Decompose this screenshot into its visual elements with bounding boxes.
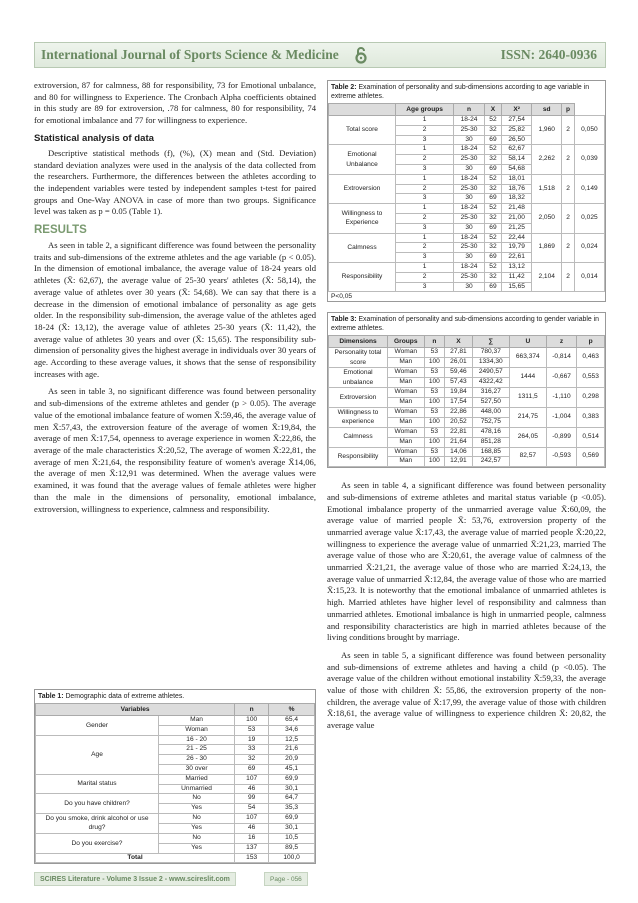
table-cell: 32 (484, 243, 501, 253)
table-row (329, 262, 605, 272)
table-cell: 52 (484, 233, 501, 243)
table-cell: 69 (484, 282, 501, 292)
table-cell-sd: 2 (562, 145, 575, 174)
table-cell-z: -0,667 (546, 368, 576, 388)
table-cell: 52 (484, 204, 501, 214)
table-cell: 18-24 (454, 204, 485, 214)
table-cell-x2: 2,104 (532, 262, 562, 291)
table-row (329, 116, 605, 126)
paragraph-results-gender: As seen in table 3, no significant difference was found between personality and sub-dimensions of the extreme athletes and gender (p > 0.05). The average value of the emotional imbalance feature of women X̄:59,46, the average value of men X̄:57,43, the extroversion feature of the average of women X̄:19,84, the average of men X̄:17,54, openness to average experience in women X̄:22,86, the average of the male characteristics X̄:20,52, The average of women X̄:22,81, the average of men X̄:21,64, the responsibility feature of women's average X̄14,06, the average of men X̄:12,91 was determined. When the average values were examined, it was found that the average values of female athletes were higher than the male in the dimensions of personality, emotional imbalance, extroversion, willingness to experience, calmness and responsibility. (34, 386, 316, 514)
table-cell: 30 (454, 194, 485, 204)
table-cell: 64,7 (269, 794, 315, 804)
table-header-cell: Variables (36, 704, 235, 716)
table-cell: 32 (484, 155, 501, 165)
table-cell-z: -1,004 (546, 407, 576, 427)
table-cell: 10,5 (269, 833, 315, 843)
table-cell: No (159, 813, 235, 823)
table-cell: 69 (235, 764, 269, 774)
table-cell: 69,9 (269, 774, 315, 784)
table-1-caption: Table 1: Demographic data of extreme athletes. (38, 693, 185, 700)
table-cell-p: 0,050 (574, 116, 604, 145)
table-cell: 21,48 (502, 204, 532, 214)
table-row (329, 145, 605, 155)
table-header-cell: X (484, 104, 501, 116)
table-cell: 2 (396, 184, 454, 194)
table-cell: 32 (484, 184, 501, 194)
table-cell: 25-30 (454, 155, 485, 165)
table-cell: 62,67 (502, 145, 532, 155)
table-cell-p: 0,463 (577, 348, 605, 368)
table-cell-u: 264,05 (509, 427, 546, 447)
table-cell: 2490,57 (472, 368, 509, 378)
table-cell: 30 (454, 282, 485, 292)
paragraph-results-marital: As seen in table 4, a significant difference was found between personality and sub-dimensions of extreme athletes and marital status variable (p <0.05). Emotional imbalance property of the unmarried average value X̄:60,09, the average value of married people X̄: 53,76, extroversion property of the unmarried average value X̄:17,43, the average value of married people X̄:20,22, willingness to experience the average value of unmarried X̄:21,23, married The average value of those who are X̄:20,61, the average value of calmness of the unmarried X̄:21,21, the average value of those who are married X̄:24,13, the average value of unmarried X̄:12,84, the average value of those who are married X̄:15,23. It is noteworthy that the emotional imbalance of unmarried athletes is high. Married athletes have higher level of responsibility and calmness than unmarried athletes. Emotional imbalance is high in unmarried people, calmness and responsibility characteristics are high in married athletes because of the living conditions brought by marriage. (327, 480, 606, 643)
table-header-cell: Dimensions (329, 336, 388, 348)
table-cell: 53 (424, 388, 445, 398)
table-cell: 100 (424, 358, 445, 368)
table-cell: Woman (159, 725, 235, 735)
table-cell-p: 0,024 (574, 233, 604, 262)
table-cell: 69 (484, 223, 501, 233)
table-header-cell: p (562, 104, 575, 116)
table-cell: 30 (454, 135, 485, 145)
table-cell: 54 (235, 804, 269, 814)
table-cell: 25-30 (454, 125, 485, 135)
table-cell: 26,01 (445, 358, 473, 368)
table-cell-u: 82,57 (509, 447, 546, 467)
table-2 (327, 80, 606, 302)
table-cell: 25-30 (454, 184, 485, 194)
row-group-label: Emotional unbalance (329, 368, 388, 388)
table-cell: Woman (388, 447, 425, 457)
table-cell-p: 0,298 (577, 388, 605, 408)
table-cell: 99 (235, 794, 269, 804)
table-row (36, 735, 315, 745)
table-cell: 58,14 (502, 155, 532, 165)
open-access-icon (355, 45, 367, 65)
table-cell: 35,3 (269, 804, 315, 814)
table-cell: 3 (396, 135, 454, 145)
table-row (329, 233, 605, 243)
table-cell: 100,0 (269, 853, 315, 863)
table-3-caption: Table 3: Examination of personality and sub-dimensions according to gender variable in extreme athletes. (331, 316, 599, 333)
table-header-cell: Groups (388, 336, 425, 348)
table-cell: 32 (484, 125, 501, 135)
left-column (34, 80, 316, 521)
table-cell: 2 (396, 213, 454, 223)
table-cell: 52 (484, 174, 501, 184)
table-cell: 137 (235, 843, 269, 853)
table-cell-p: 0,014 (574, 262, 604, 291)
table-2-caption: Table 2: Examination of personality and sub-dimensions according to age variable in extreme athletes. (331, 84, 590, 100)
table-cell: 26,50 (502, 135, 532, 145)
table-cell: 22,61 (502, 253, 532, 263)
table-cell: 13,12 (502, 262, 532, 272)
row-group-label: Emotional Unbalance (329, 145, 396, 174)
table-row (329, 174, 605, 184)
table-cell-u: 1444 (509, 368, 546, 388)
heading-statistical-analysis: Statistical analysis of data (34, 132, 154, 144)
table-cell: 30 (454, 253, 485, 263)
table-row (329, 348, 605, 358)
table-cell: 2 (396, 125, 454, 135)
table-header-cell: X (445, 336, 473, 348)
table-3-grid (328, 335, 605, 467)
table-cell-sd: 2 (562, 262, 575, 291)
table-cell: Woman (388, 388, 425, 398)
table-cell: 100 (424, 437, 445, 447)
paragraph-statistics: Descriptive statistical methods (f), (%), (X) mean and (Std. Deviation) standard deviation analyzes were used in the analysis of the data collected from the researchers. Furthermore, the differences between the athletes according to the independent variables were tested by independent samples t-test for paired groups and One-Way ANOVA in case of more than two groups. Significance level was taken as p = 0.05 (Table 1). (34, 147, 316, 217)
table-cell: 69 (484, 135, 501, 145)
table-cell: 2 (396, 155, 454, 165)
issn-label: ISSN: 2640-0936 (500, 47, 597, 62)
table-cell: 22,86 (445, 407, 473, 417)
table-cell: Yes (159, 823, 235, 833)
table-cell: No (159, 794, 235, 804)
table-cell: 22,44 (502, 233, 532, 243)
row-group-label: Willingness to Experience (329, 204, 396, 233)
table-cell: Man (388, 378, 425, 388)
table-cell: 12,5 (269, 735, 315, 745)
table-header-cell: z (546, 336, 576, 348)
table-cell-z: -0,814 (546, 348, 576, 368)
table-cell: 46 (235, 823, 269, 833)
table-cell: 25-30 (454, 213, 485, 223)
table-cell: 752,75 (472, 417, 509, 427)
table-header-cell: n (454, 104, 485, 116)
table-header-cell (329, 104, 396, 116)
row-group-label: Responsibility (329, 447, 388, 467)
table-cell: 53 (424, 348, 445, 358)
table-cell: 100 (235, 716, 269, 726)
table-cell: Woman (388, 348, 425, 358)
table-cell: 89,5 (269, 843, 315, 853)
table-cell: 18-24 (454, 174, 485, 184)
table-row (329, 204, 605, 214)
table-cell: 25-30 (454, 243, 485, 253)
table-cell-p: 0,569 (577, 447, 605, 467)
table-cell: 1334,30 (472, 358, 509, 368)
table-cell: 34,6 (269, 725, 315, 735)
journal-title: International Journal of Sports Science & Medicine (41, 47, 339, 62)
table-cell: 3 (396, 282, 454, 292)
table-cell: 21 - 25 (159, 745, 235, 755)
table-cell-x2: 2,050 (532, 204, 562, 233)
table-row (36, 774, 315, 784)
table-row (329, 447, 605, 457)
table-cell: 18,76 (502, 184, 532, 194)
table-cell: 18-24 (454, 145, 485, 155)
footer-page-number: Page - 056 (264, 872, 308, 886)
table-row (36, 833, 315, 843)
table-cell: 25,82 (502, 125, 532, 135)
table-cell-p: 0,025 (574, 204, 604, 233)
table-cell: 12,91 (445, 457, 473, 467)
table-cell: 18,01 (502, 174, 532, 184)
table-cell: 17,54 (445, 398, 473, 408)
table-cell: 30 over (159, 764, 235, 774)
row-group-label: Calmness (329, 427, 388, 447)
table-cell: 22,81 (445, 427, 473, 437)
table-cell: 57,43 (445, 378, 473, 388)
table-cell: 2 (396, 243, 454, 253)
table-cell: 30,1 (269, 823, 315, 833)
table-cell-x2: 1,518 (532, 174, 562, 203)
table-cell-sd: 2 (562, 204, 575, 233)
table-header-cell: n (424, 336, 445, 348)
table-header-cell: n (235, 704, 269, 716)
table-row (329, 407, 605, 417)
table-header-cell: ∑ (472, 336, 509, 348)
table-cell: 1 (396, 174, 454, 184)
table-cell: 52 (484, 116, 501, 126)
table-cell: 59,46 (445, 368, 473, 378)
table-cell-sd: 2 (562, 233, 575, 262)
table-cell: 30,1 (269, 784, 315, 794)
row-group-label: Extroversion (329, 388, 388, 408)
table-cell: 69 (484, 194, 501, 204)
table-cell: 53 (235, 725, 269, 735)
table-cell: Man (388, 358, 425, 368)
table-cell: 1 (396, 116, 454, 126)
row-group-label: Do you exercise? (36, 833, 159, 853)
table-cell: Yes (159, 843, 235, 853)
table-cell: 2 (396, 272, 454, 282)
table-cell: 3 (396, 164, 454, 174)
table-cell: 100 (424, 398, 445, 408)
row-group-label: Gender (36, 716, 159, 736)
table-cell: 16 - 20 (159, 735, 235, 745)
table-cell: Yes (159, 804, 235, 814)
table-cell: 30 (454, 223, 485, 233)
row-group-label: Do you have children? (36, 794, 159, 814)
table-cell-z: -0,593 (546, 447, 576, 467)
right-column (327, 80, 606, 738)
table-cell: 448,00 (472, 407, 509, 417)
table-total-label: Total (36, 853, 235, 863)
table-cell: 14,06 (445, 447, 473, 457)
table-cell: 18,32 (502, 194, 532, 204)
table-cell-x2: 1,960 (532, 116, 562, 145)
table-cell: 1 (396, 262, 454, 272)
table-cell: 21,00 (502, 213, 532, 223)
heading-results: RESULTS (34, 224, 87, 237)
table-cell: 53 (424, 368, 445, 378)
table-cell: 27,54 (502, 116, 532, 126)
table-cell: 27,81 (445, 348, 473, 358)
row-group-label: Age (36, 735, 159, 774)
table-cell: 16 (235, 833, 269, 843)
table-cell: 100 (424, 417, 445, 427)
table-cell: Unmarried (159, 784, 235, 794)
table-header-cell: U (509, 336, 546, 348)
row-group-label: Willingness to experience (329, 407, 388, 427)
table-cell: 69 (484, 253, 501, 263)
table-cell-z: -0,899 (546, 427, 576, 447)
row-group-label: Calmness (329, 233, 396, 262)
table-cell-p: 0,514 (577, 427, 605, 447)
table-cell: 3 (396, 223, 454, 233)
table-cell: Woman (388, 368, 425, 378)
table-header-cell: sd (532, 104, 562, 116)
table-cell: 168,85 (472, 447, 509, 457)
table-cell-p: 0,039 (574, 145, 604, 174)
table-cell: 780,37 (472, 348, 509, 358)
table-cell: Woman (388, 427, 425, 437)
table-cell: 19,84 (445, 388, 473, 398)
table-cell: Man (159, 716, 235, 726)
table-cell: 15,65 (502, 282, 532, 292)
table-cell: 1 (396, 204, 454, 214)
table-cell: Man (388, 437, 425, 447)
table-1 (34, 689, 316, 864)
table-1-grid (35, 703, 315, 863)
paragraph-results-children: As seen in table 5, a significant difference was found between personality and sub-dimensions of extreme athletes and having a child (p <0.05). The average value of the children without emotional instability X̄:59,33, the average value of those with children X̄: 55,86, the extroversion property of the non-children, the average value of X̄:17,99, the average value of those with children X̄:18,61, the average value of willingness to experience children X̄: 20,82, the average value (327, 649, 606, 731)
table-2-note: P<0,05 (331, 293, 353, 301)
table-cell: 21,6 (269, 745, 315, 755)
table-cell: 20,52 (445, 417, 473, 427)
table-cell: Man (388, 457, 425, 467)
table-cell-z: -1,110 (546, 388, 576, 408)
table-cell-u: 663,374 (509, 348, 546, 368)
table-cell-p: 0,383 (577, 407, 605, 427)
table-row (329, 368, 605, 378)
table-cell-sd: 2 (562, 174, 575, 203)
row-group-label: Do you smoke, drink alcohol or use drug? (36, 813, 159, 833)
table-cell: 25-30 (454, 272, 485, 282)
table-cell: 33 (235, 745, 269, 755)
table-cell: 21,25 (502, 223, 532, 233)
table-2-grid (328, 103, 605, 292)
table-cell-u: 214,75 (509, 407, 546, 427)
paragraph-results-age: As seen in table 2, a significant difference was found between the personality traits and sub-dimensions of the extreme athletes and the age variable (p < 0.05). In the dimension of emotional imbalance, the average value of 18-24 years old athletes (X̄: 62,67), the average value of 25-30 years' athletes (X̄: 58,14), the average value of athletes over 30 years (X̄: 54,68). We can say that there is a decrease in the dimension of emotional imbalance of personality as age gets older. In the responsibility sub-dimension, the average value of the athletes aged 18-24 (X̄: 13,12), the average value of athletes 25-30 years (X̄: 11,42), the average value of athletes 30 years and over (X̄: 15,65). The responsibility sub-dimension of personality gives the highest average in individuals over 30 years of age. According to these average values, it shows that the sense of responsibility increases with age. (34, 240, 316, 379)
table-cell: 527,50 (472, 398, 509, 408)
table-row (329, 427, 605, 437)
table-cell: 46 (235, 784, 269, 794)
table-cell: 69 (484, 164, 501, 174)
table-cell: 316,27 (472, 388, 509, 398)
table-cell: 65,4 (269, 716, 315, 726)
table-cell: 3 (396, 194, 454, 204)
table-row (329, 388, 605, 398)
table-header-cell: X² (502, 104, 532, 116)
table-cell: 1 (396, 145, 454, 155)
paragraph-intro: extroversion, 87 for calmness, 88 for responsibility, 73 for Emotional unbalance, and 80 for willingness to Experience. The Cronbach Alpha coefficients obtained in this study are 89 for extroversion, .78 for calmness, 80 for responsibility, 74 for emotional imbalance and 77 for willingness to experience. (34, 80, 316, 126)
table-header-cell: p (577, 336, 605, 348)
table-cell: 100 (424, 457, 445, 467)
table-cell-x2: 2,262 (532, 145, 562, 174)
table-cell: 18-24 (454, 262, 485, 272)
table-cell: 107 (235, 813, 269, 823)
table-cell: 100 (424, 378, 445, 388)
table-cell-x2: 1,869 (532, 233, 562, 262)
table-header-cell: Age groups (396, 104, 454, 116)
table-cell: Man (388, 398, 425, 408)
table-cell: 153 (235, 853, 269, 863)
table-cell-u: 1311,5 (509, 388, 546, 408)
table-cell: 30 (454, 164, 485, 174)
row-group-label: Marital status (36, 774, 159, 794)
table-cell: 1 (396, 233, 454, 243)
row-group-label: Extroversion (329, 174, 396, 203)
footer-citation: SCIRES Literature - Volume 3 Issue 2 - www.scireslit.com (34, 872, 236, 886)
table-cell: 53 (424, 407, 445, 417)
table-cell: 32 (235, 755, 269, 765)
table-total-row (36, 853, 315, 863)
table-cell-sd: 2 (562, 116, 575, 145)
table-cell: Woman (388, 407, 425, 417)
table-cell-p: 0,553 (577, 368, 605, 388)
table-cell: 107 (235, 774, 269, 784)
table-cell: 32 (484, 272, 501, 282)
table-cell: 69,9 (269, 813, 315, 823)
table-cell: 478,16 (472, 427, 509, 437)
table-cell: 18-24 (454, 233, 485, 243)
table-cell: 4322,42 (472, 378, 509, 388)
table-cell: 19 (235, 735, 269, 745)
table-cell: 21,64 (445, 437, 473, 447)
table-cell: 11,42 (502, 272, 532, 282)
row-group-label: Responsibility (329, 262, 396, 291)
table-cell: 54,68 (502, 164, 532, 174)
table-header-cell: % (269, 704, 315, 716)
page-footer (34, 872, 606, 886)
table-row (36, 813, 315, 823)
row-group-label: Total score (329, 116, 396, 145)
table-cell: No (159, 833, 235, 843)
table-cell: 18-24 (454, 116, 485, 126)
table-cell: 45,1 (269, 764, 315, 774)
table-cell: 3 (396, 253, 454, 263)
table-cell: 26 - 30 (159, 755, 235, 765)
table-row (36, 794, 315, 804)
table-cell: 19,79 (502, 243, 532, 253)
table-cell: 52 (484, 262, 501, 272)
table-cell: 242,57 (472, 457, 509, 467)
journal-header (34, 42, 606, 68)
table-3 (327, 312, 606, 468)
row-group-label: Personality total score (329, 348, 388, 368)
table-cell: Married (159, 774, 235, 784)
table-cell-p: 0,149 (574, 174, 604, 203)
table-cell: 53 (424, 427, 445, 437)
table-cell: Man (388, 417, 425, 427)
table-cell: 53 (424, 447, 445, 457)
table-row (36, 716, 315, 726)
table-cell: 52 (484, 145, 501, 155)
table-cell: 32 (484, 213, 501, 223)
table-cell: 851,28 (472, 437, 509, 447)
table-cell: 20,9 (269, 755, 315, 765)
